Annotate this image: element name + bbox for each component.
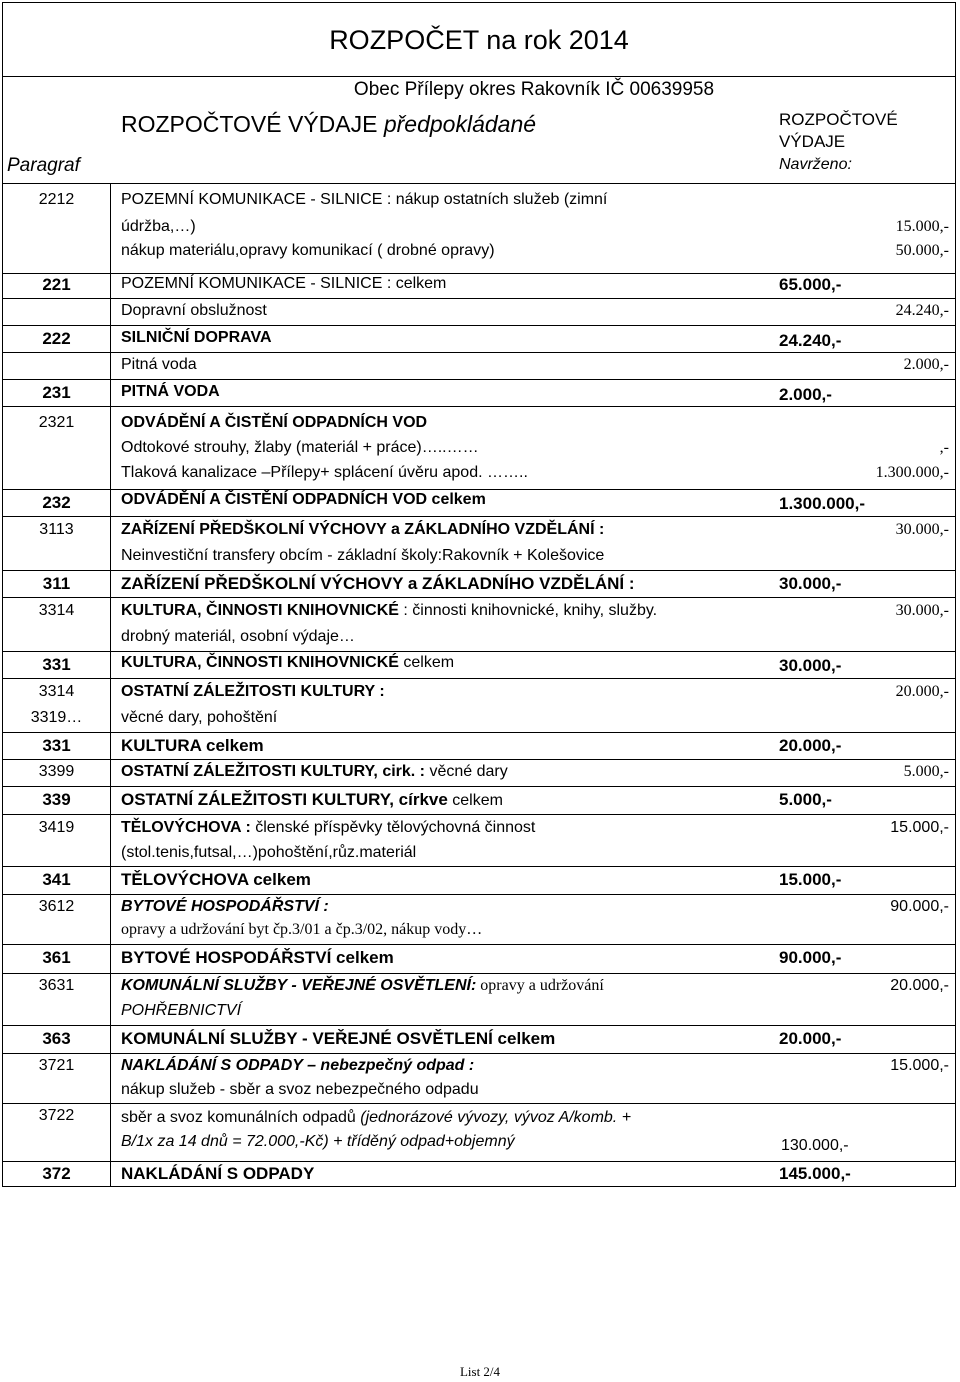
item-description: BYTOVÉ HOSPODÁŘSTVÍ : — [121, 898, 329, 915]
item-description: OSTATNÍ ZÁLEŽITOSTI KULTURY : — [121, 683, 385, 700]
paragraf-code: 3419 — [38, 819, 75, 836]
table-row — [3, 814, 955, 867]
item-amount: 20.000,- — [779, 1029, 842, 1048]
item-description: BYTOVÉ HOSPODÁŘSTVÍ celkem — [121, 948, 394, 967]
table-row-total — [3, 273, 955, 299]
column-header-navrzeno: Navrženo: — [779, 156, 852, 173]
item-amount: 20.000,- — [779, 736, 842, 755]
item-detail: celkem — [447, 792, 503, 809]
paragraf-code: 361 — [42, 948, 71, 967]
item-description — [121, 654, 765, 672]
paragraf-code: 341 — [42, 870, 71, 889]
item-heading: sběr a svoz komunálních odpadů — [121, 1109, 361, 1126]
budget-document — [2, 2, 956, 1187]
item-description: POZEMNÍ KOMUNIKACE - SILNICE : nákup ostatních služeb (zimní — [121, 191, 608, 208]
column-header-line2: VÝDAJE — [779, 132, 846, 151]
table-row-total — [3, 866, 955, 895]
table-row — [3, 597, 955, 652]
item-heading: KOMUNÁLNÍ SLUŽBY - VEŘEJNÉ OSVĚTLENÍ: — [121, 977, 477, 994]
item-amount: 20.000,- — [895, 683, 949, 700]
item-description: PITNÁ VODA — [121, 383, 220, 400]
table-row — [3, 298, 955, 326]
item-amount: 90.000,- — [890, 898, 949, 915]
item-heading: KULTURA, ČINNOSTI KNIHOVNICKÉ — [121, 654, 399, 671]
table-row-total — [3, 570, 955, 598]
item-description — [121, 977, 765, 995]
item-description: Pitná voda — [121, 356, 197, 373]
item-description: Neinvestiční transfery obcím - základní školy:Rakovník + Kolešovice — [121, 547, 605, 564]
paragraf-code: 232 — [42, 493, 71, 512]
table-row — [3, 678, 955, 733]
item-description — [121, 763, 765, 781]
item-amount: 20.000,- — [890, 977, 949, 994]
paragraf-code: 231 — [42, 383, 71, 402]
item-detail: opravy a udržování — [476, 977, 604, 994]
item-amount: 30.000,- — [895, 602, 949, 619]
section-label-italic: předpokládané — [383, 111, 537, 137]
item-description: ZAŘÍZENÍ PŘEDŠKOLNÍ VÝCHOVY a ZÁKLADNÍHO VZDĚLÁNÍ : — [121, 574, 635, 593]
table-row-total — [3, 732, 955, 760]
item-description: NAKLÁDÁNÍ S ODPADY – nebezpečný odpad : — [121, 1057, 475, 1074]
paragraf-code: 372 — [42, 1164, 71, 1183]
item-description: NAKLÁDÁNÍ S ODPADY — [121, 1164, 315, 1183]
item-amount: 24.240,- — [779, 331, 842, 350]
item-description: ODVÁDĚNÍ A ČISTĚNÍ ODPADNÍCH VOD celkem — [121, 491, 486, 508]
item-description — [121, 602, 765, 620]
page-footer: List 2/4 — [459, 1364, 501, 1379]
item-detail: : činnosti knihovnické, knihy, služby. — [398, 602, 658, 619]
title-bar — [3, 3, 955, 77]
item-description: SILNIČNÍ DOPRAVA — [121, 329, 272, 346]
table-row — [3, 516, 955, 571]
item-amount: 50.000,- — [895, 242, 949, 259]
table-row — [3, 759, 955, 787]
table-row-total — [3, 379, 955, 407]
paragraf-code: 363 — [42, 1029, 71, 1048]
section-label-main: ROZPOČTOVÉ VÝDAJE — [121, 111, 384, 137]
table-row-total — [3, 944, 955, 974]
item-description: ZAŘÍZENÍ PŘEDŠKOLNÍ VÝCHOVY a ZÁKLADNÍHO VZDĚLÁNÍ : — [121, 521, 605, 538]
item-amount: 145.000,- — [779, 1164, 851, 1183]
paragraf-code: 2321 — [38, 414, 75, 431]
item-amount: 130.000,- — [781, 1137, 849, 1154]
item-description — [121, 1109, 765, 1127]
paragraf-code: 331 — [42, 736, 71, 755]
paragraf-code: 3399 — [38, 763, 75, 780]
table-row — [3, 184, 955, 274]
item-description: KULTURA celkem — [121, 736, 264, 755]
column-header-line1: ROZPOČTOVÉ — [779, 110, 898, 129]
item-heading: OSTATNÍ ZÁLEŽITOSTI KULTURY, církve — [121, 790, 448, 809]
item-description: KOMUNÁLNÍ SLUŽBY - VEŘEJNÉ OSVĚTLENÍ celkem — [121, 1029, 556, 1048]
municipality-subtitle: Obec Přílepy okres Rakovník IČ 00639958 — [353, 79, 715, 100]
item-description: B/1x za 14 dnů = 72.000,-Kč) + tříděný odpad+objemný — [121, 1133, 515, 1150]
page-title: ROZPOČET na rok 2014 — [329, 25, 629, 55]
item-description — [121, 819, 765, 837]
item-heading: OSTATNÍ ZÁLEŽITOSTI KULTURY, cirk. : — [121, 763, 426, 780]
table-row — [3, 352, 955, 380]
paragraf-code: 3631 — [38, 977, 75, 994]
item-description: POZEMNÍ KOMUNIKACE - SILNICE : celkem — [121, 275, 447, 292]
item-description: drobný materiál, osobní výdaje… — [121, 628, 355, 645]
item-amount: 15.000,- — [890, 1057, 949, 1074]
table-row-total — [3, 1025, 955, 1054]
item-description: Tlaková kanalizace –Přílepy+ splácení úvěru apod. …….. — [121, 464, 528, 481]
paragraf-code: 2212 — [38, 191, 75, 208]
item-amount: 24.240,- — [895, 302, 949, 319]
paragraf-code: 3612 — [38, 898, 75, 915]
item-description: opravy a udržování byt čp.3/01 a čp.3/02, nákup vody… — [121, 921, 483, 938]
item-description: ODVÁDĚNÍ A ČISTĚNÍ ODPADNÍCH VOD — [121, 414, 428, 431]
paragraf-code: 331 — [42, 655, 71, 674]
item-description: Dopravní obslužnost — [121, 302, 267, 319]
item-heading: KULTURA, ČINNOSTI KNIHOVNICKÉ — [121, 602, 399, 619]
item-description: údržba,…) — [121, 218, 196, 235]
paragraf-code: 3721 — [38, 1057, 75, 1074]
item-detail: věcné dary — [425, 763, 508, 780]
item-amount: 15.000,- — [779, 870, 842, 889]
paragraf-code: 3314 — [38, 683, 75, 700]
item-description: nákup služeb - sběr a svoz nebezpečného odpadu — [121, 1081, 479, 1098]
paragraf-code: 3314 — [38, 602, 75, 619]
section-label — [121, 111, 536, 138]
item-amount: 30.000,- — [779, 574, 842, 593]
item-amount: ,- — [939, 439, 949, 456]
item-description: TĚLOVÝCHOVA celkem — [121, 870, 311, 889]
table-row-total — [3, 1161, 955, 1187]
table-row — [3, 894, 955, 945]
item-amount: 15.000,- — [895, 218, 949, 235]
item-detail: (jednorázové vývozy, vývoz A/komb. + — [360, 1109, 632, 1126]
table-row-total — [3, 786, 955, 815]
table-row-total — [3, 489, 955, 517]
paragraf-code: 3722 — [38, 1107, 75, 1124]
item-amount: 5.000,- — [903, 763, 949, 780]
item-description: nákup materiálu,opravy komunikací ( drobné opravy) — [121, 242, 495, 259]
item-description: Odtokové strouhy, žlaby (materiál + práce)…..…… — [121, 439, 479, 456]
item-amount: 30.000,- — [779, 656, 842, 675]
paragraf-code: 222 — [42, 329, 71, 348]
paragraf-code: 3113 — [39, 521, 74, 538]
item-amount: 1.300.000,- — [875, 464, 949, 481]
item-detail: celkem — [398, 654, 455, 671]
paragraf-code: 221 — [42, 275, 71, 294]
table-row — [3, 973, 955, 1026]
table-row — [3, 1053, 955, 1104]
item-description — [121, 790, 765, 810]
item-amount: 30.000,- — [895, 521, 949, 538]
table-row-total — [3, 325, 955, 353]
table-row-total — [3, 651, 955, 679]
item-amount: 1.300.000,- — [779, 494, 866, 513]
item-heading: TĚLOVÝCHOVA : — [121, 819, 251, 836]
item-amount: 90.000,- — [779, 948, 842, 967]
item-amount: 15.000,- — [890, 819, 949, 836]
item-description: (stol.tenis,futsal,…)pohoštění,růz.materiál — [121, 844, 417, 861]
paragraf-code: 311 — [42, 574, 71, 593]
item-amount: 65.000,- — [779, 275, 842, 294]
paragraf-code: 339 — [42, 790, 71, 809]
item-detail: členské příspěvky tělovýchovná činnost — [250, 819, 536, 836]
paragraf-code: 3319… — [30, 709, 83, 726]
item-amount: 5.000,- — [779, 790, 832, 809]
item-description: POHŘEBNICTVÍ — [121, 1002, 242, 1019]
item-description: věcné dary, pohoštění — [121, 709, 278, 726]
table-row — [3, 1103, 955, 1162]
column-header-paragraf: Paragraf — [7, 155, 80, 176]
table-row — [3, 406, 955, 490]
item-amount: 2.000,- — [903, 356, 949, 373]
item-amount: 2.000,- — [779, 385, 832, 404]
column-header-budget — [779, 109, 898, 153]
